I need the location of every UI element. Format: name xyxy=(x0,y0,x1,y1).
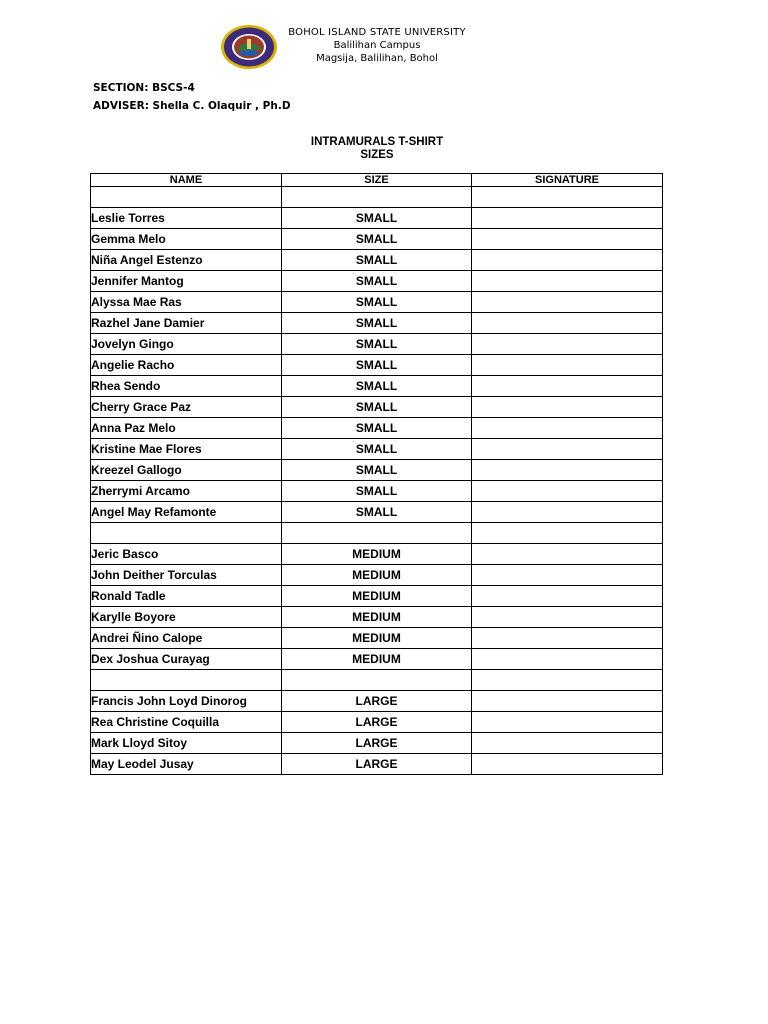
shirt-size-cell: SMALL xyxy=(282,292,472,313)
shirt-size-cell: MEDIUM xyxy=(282,586,472,607)
shirt-size-cell: SMALL xyxy=(282,250,472,271)
table-row xyxy=(91,292,663,313)
student-name-cell: Ronald Tadle xyxy=(91,586,282,607)
student-name-cell: May Leodel Jusay xyxy=(91,754,282,775)
shirt-size-cell xyxy=(282,187,472,208)
signature-cell xyxy=(472,649,663,670)
table-row xyxy=(91,250,663,271)
student-name-cell: Jovelyn Gingo xyxy=(91,334,282,355)
student-name-cell: Niña Angel Estenzo xyxy=(91,250,282,271)
signature-cell xyxy=(472,292,663,313)
signature-cell xyxy=(472,502,663,523)
student-name-cell: Francis John Loyd Dinorog xyxy=(91,691,282,712)
signature-cell xyxy=(472,271,663,292)
table-row xyxy=(91,670,663,691)
student-name-cell: Leslie Torres xyxy=(91,208,282,229)
signature-cell xyxy=(472,607,663,628)
table-row xyxy=(91,586,663,607)
shirt-size-cell: LARGE xyxy=(282,733,472,754)
column-header-size: SIZE xyxy=(282,174,472,187)
student-name-cell: Jeric Basco xyxy=(91,544,282,565)
signature-cell xyxy=(472,397,663,418)
shirt-size-cell: MEDIUM xyxy=(282,607,472,628)
table-row xyxy=(91,628,663,649)
university-header xyxy=(262,26,492,65)
student-name-cell: Kristine Mae Flores xyxy=(91,439,282,460)
shirt-size-cell: SMALL xyxy=(282,460,472,481)
signature-cell xyxy=(472,460,663,481)
signature-cell xyxy=(472,586,663,607)
shirt-size-cell: SMALL xyxy=(282,502,472,523)
signature-cell xyxy=(472,418,663,439)
student-name-cell: Razhel Jane Damier xyxy=(91,313,282,334)
shirt-size-cell: SMALL xyxy=(282,208,472,229)
table-row xyxy=(91,271,663,292)
table-row xyxy=(91,418,663,439)
signature-cell xyxy=(472,439,663,460)
student-name-cell: Jennifer Mantog xyxy=(91,271,282,292)
shirt-size-cell: SMALL xyxy=(282,229,472,250)
student-name-cell: Mark Lloyd Sitoy xyxy=(91,733,282,754)
signature-cell xyxy=(472,313,663,334)
column-header-name: NAME xyxy=(91,174,282,187)
table-row xyxy=(91,607,663,628)
title-line-2: SIZES xyxy=(360,149,394,161)
shirt-size-cell: LARGE xyxy=(282,754,472,775)
student-name-cell: Zherrymi Arcamo xyxy=(91,481,282,502)
shirt-size-cell: SMALL xyxy=(282,271,472,292)
signature-cell xyxy=(472,376,663,397)
table-row xyxy=(91,460,663,481)
shirt-size-cell: SMALL xyxy=(282,418,472,439)
table-row xyxy=(91,208,663,229)
adviser-label: ADVISER: Shella C. Olaquir , Ph.D xyxy=(93,100,291,112)
shirt-size-cell: SMALL xyxy=(282,355,472,376)
student-name-cell: Kreezel Gallogo xyxy=(91,460,282,481)
shirt-size-cell: LARGE xyxy=(282,691,472,712)
shirt-size-cell: MEDIUM xyxy=(282,649,472,670)
signature-cell xyxy=(472,733,663,754)
table-row xyxy=(91,187,663,208)
shirt-size-cell: MEDIUM xyxy=(282,544,472,565)
column-header-signature: SIGNATURE xyxy=(472,174,663,187)
shirt-size-cell: LARGE xyxy=(282,712,472,733)
table-row xyxy=(91,313,663,334)
section-label: SECTION: BSCS-4 xyxy=(93,82,195,94)
signature-cell xyxy=(472,355,663,376)
student-name-cell: Gemma Melo xyxy=(91,229,282,250)
shirt-size-cell: SMALL xyxy=(282,439,472,460)
title-line-1: INTRAMURALS T-SHIRT xyxy=(310,136,444,148)
student-name-cell: John Deither Torculas xyxy=(91,565,282,586)
student-name-cell: Andrei Ñino Calope xyxy=(91,628,282,649)
student-name-cell: Alyssa Mae Ras xyxy=(91,292,282,313)
table-row xyxy=(91,523,663,544)
shirt-size-cell: MEDIUM xyxy=(282,628,472,649)
student-name-cell xyxy=(91,187,282,208)
signature-cell xyxy=(472,523,663,544)
document-title xyxy=(282,136,472,162)
table-row xyxy=(91,334,663,355)
table-row xyxy=(91,439,663,460)
table-row xyxy=(91,376,663,397)
shirt-size-cell xyxy=(282,523,472,544)
student-name-cell: Dex Joshua Curayag xyxy=(91,649,282,670)
student-name-cell: Angel May Refamonte xyxy=(91,502,282,523)
shirt-size-cell: SMALL xyxy=(282,481,472,502)
campus-address: Magsija, Balilihan, Bohol xyxy=(316,53,438,64)
tshirt-size-table xyxy=(90,173,663,775)
table-row xyxy=(91,754,663,775)
signature-cell xyxy=(472,670,663,691)
table-row xyxy=(91,355,663,376)
student-name-cell: Karylle Boyore xyxy=(91,607,282,628)
shirt-size-cell: SMALL xyxy=(282,334,472,355)
student-name-cell: Rea Christine Coquilla xyxy=(91,712,282,733)
signature-cell xyxy=(472,229,663,250)
table-row xyxy=(91,502,663,523)
signature-cell xyxy=(472,334,663,355)
table-header-row xyxy=(91,174,663,187)
signature-cell xyxy=(472,208,663,229)
table-row xyxy=(91,544,663,565)
student-name-cell: Angelie Racho xyxy=(91,355,282,376)
shirt-size-cell: MEDIUM xyxy=(282,565,472,586)
shirt-size-cell xyxy=(282,670,472,691)
university-name: BOHOL ISLAND STATE UNIVERSITY xyxy=(288,27,466,38)
student-name-cell: Cherry Grace Paz xyxy=(91,397,282,418)
student-name-cell xyxy=(91,523,282,544)
table-row xyxy=(91,691,663,712)
student-name-cell: Rhea Sendo xyxy=(91,376,282,397)
signature-cell xyxy=(472,565,663,586)
signature-cell xyxy=(472,481,663,502)
table-row xyxy=(91,397,663,418)
signature-cell xyxy=(472,712,663,733)
table-row xyxy=(91,481,663,502)
signature-cell xyxy=(472,250,663,271)
shirt-size-cell: SMALL xyxy=(282,397,472,418)
signature-cell xyxy=(472,628,663,649)
table-row xyxy=(91,712,663,733)
table-row xyxy=(91,565,663,586)
signature-cell xyxy=(472,187,663,208)
campus-name: Balilihan Campus xyxy=(333,40,421,51)
signature-cell xyxy=(472,544,663,565)
table-row xyxy=(91,733,663,754)
student-name-cell: Anna Paz Melo xyxy=(91,418,282,439)
table-row xyxy=(91,649,663,670)
student-name-cell xyxy=(91,670,282,691)
shirt-size-cell: SMALL xyxy=(282,376,472,397)
signature-cell xyxy=(472,754,663,775)
signature-cell xyxy=(472,691,663,712)
table-row xyxy=(91,229,663,250)
shirt-size-cell: SMALL xyxy=(282,313,472,334)
